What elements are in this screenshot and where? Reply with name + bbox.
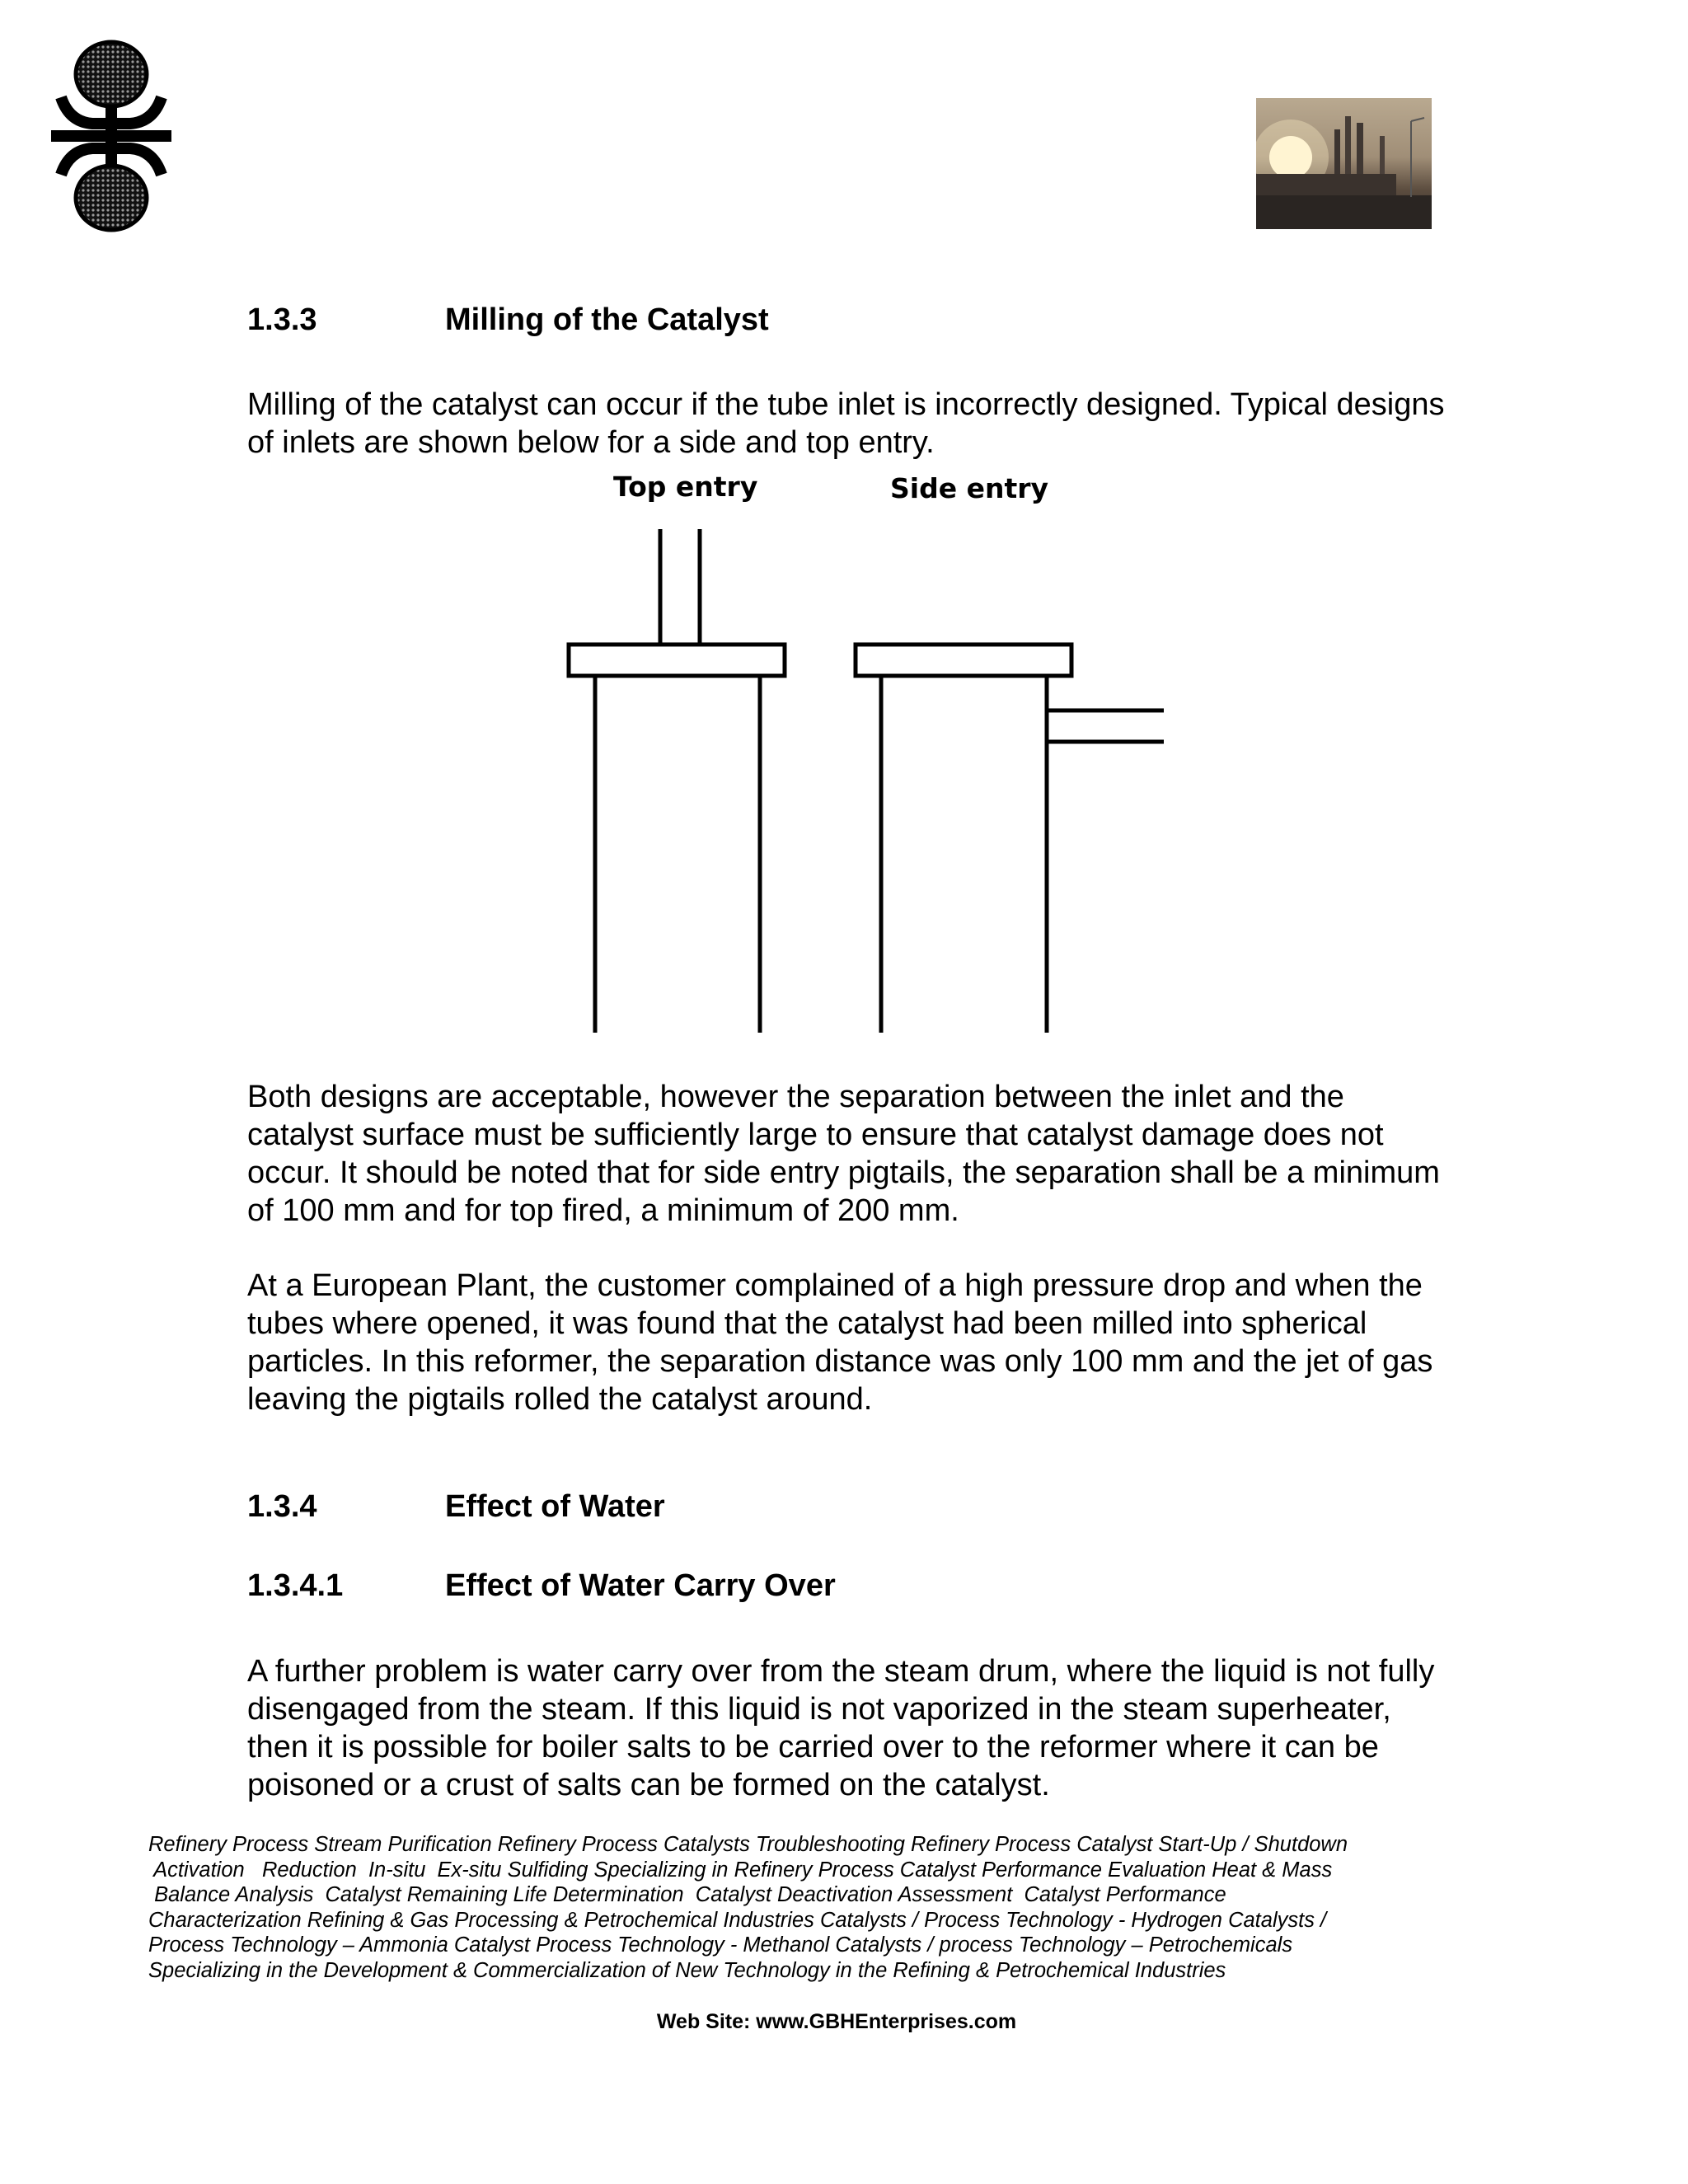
paragraph-designs — [247, 1078, 1451, 1230]
paragraph-text: At a European Plant, the customer complained of a high pressure drop and when the tubes where opened, it was found that the catalyst had been milled into spherical particles. In this reformer, the separation distance was only 100 mm and the jet of gas leaving the pigtails rolled the catalyst around. — [247, 1268, 1433, 1417]
top-entry-tube — [569, 529, 785, 1033]
paragraph-carry-over — [247, 1652, 1451, 1804]
section-title: Effect of Water — [445, 1489, 665, 1524]
paragraph-european — [247, 1267, 1451, 1418]
footer-tag-line: Refinery Process Stream Purification Refinery Process Catalysts Troubleshooting Refinery Process Catalyst Start-Up / Shutdown — [148, 1833, 1348, 1856]
side-entry-label: Side entry — [890, 472, 1049, 504]
paragraph-text: Both designs are acceptable, however the separation between the inlet and the catalyst surface must be sufficiently large to ensure that catalyst damage does not occur. It should be noted that for side entry pigtails, the separation shall be a minimum of 100 mm and for top fired, a minimum of 200 mm. — [247, 1080, 1440, 1228]
tube-inlet-diagram — [544, 470, 1203, 1047]
side-entry-tube — [856, 644, 1164, 1033]
company-logo-icon — [51, 40, 171, 232]
section-number: 1.3.4.1 — [247, 1568, 344, 1603]
top-entry-label: Top entry — [613, 471, 758, 503]
section-title: Effect of Water Carry Over — [445, 1568, 836, 1603]
footer-tag-line: Activation Reduction In-situ Ex-situ Sulfiding Specializing in Refinery Process Catalyst Performance Evaluation Heat & Mass — [148, 1858, 1333, 1882]
footer-tag-line: Characterization Refining & Gas Processing & Petrochemical Industries Catalysts / Process Technology - Hydrogen Catalysts / — [148, 1908, 1327, 1932]
paragraph-text: A further problem is water carry over from the steam drum, where the liquid is not fully disengaged from the steam. If this liquid is not vaporized in the steam superheater, then it is possible for boiler salts to be carried over to the reformer where it can be poisoned or a crust of salts can be formed on the catalyst. — [247, 1654, 1435, 1802]
refinery-photo-icon — [1256, 98, 1432, 229]
paragraph-intro — [247, 386, 1451, 462]
footer-tagline — [148, 1832, 1451, 1983]
section-title: Milling of the Catalyst — [445, 302, 769, 337]
section-number: 1.3.4 — [247, 1489, 317, 1524]
footer-tag-line: Process Technology – Ammonia Catalyst Process Technology - Methanol Catalysts / process Technology – Petrochemicals — [148, 1933, 1293, 1957]
section-number: 1.3.3 — [247, 302, 317, 337]
paragraph-text: Milling of the catalyst can occur if the tube inlet is incorrectly designed. Typical designs of inlets are shown below for a side and top entry. — [247, 387, 1445, 460]
footer-tag-line: Balance Analysis Catalyst Remaining Life Determination Catalyst Deactivation Assessment Catalyst Performance — [148, 1883, 1226, 1906]
footer-website: Web Site: www.GBHEnterprises.com — [656, 2010, 1017, 2033]
footer-tag-line: Specializing in the Development & Commercialization of New Technology in the Refining & Petrochemical Industries — [148, 1958, 1226, 1982]
